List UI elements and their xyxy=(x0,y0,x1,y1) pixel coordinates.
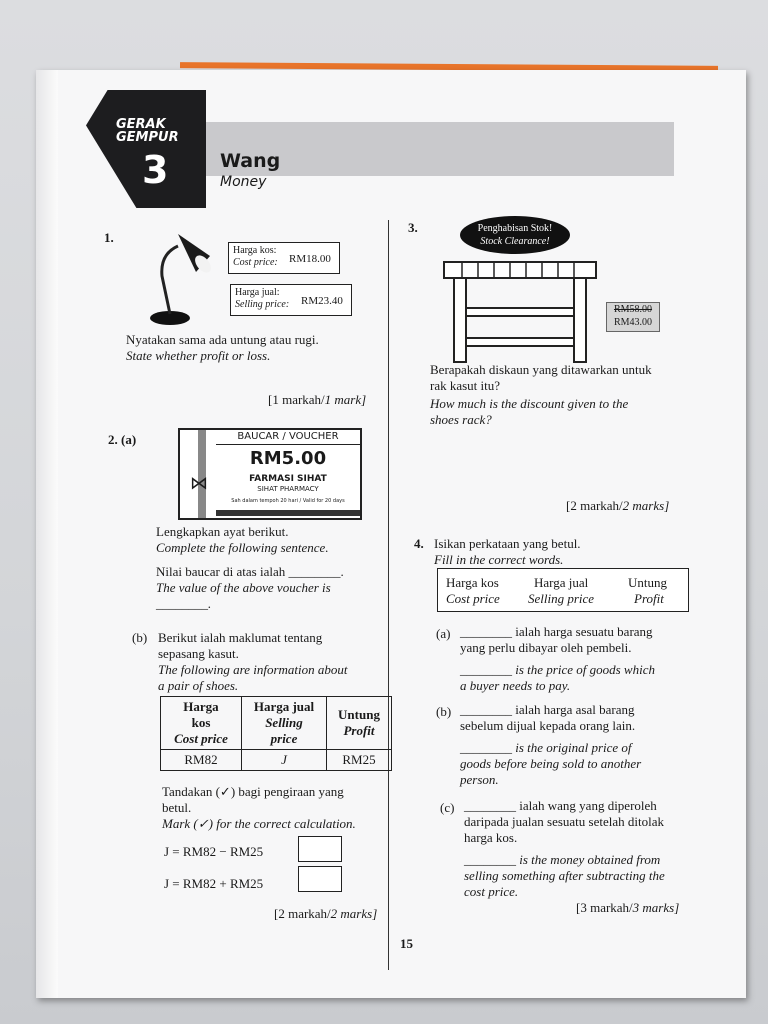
q3-question-ms-1: Berapakah diskaun yang ditawarkan untuk xyxy=(430,362,652,377)
voucher-value: RM5.00 xyxy=(249,448,327,469)
sticker-text-ms: Penghabisan Stok! xyxy=(477,223,553,234)
q2b-text-ms-1: Berikut ialah maklumat tentang xyxy=(158,630,323,645)
column-divider xyxy=(388,220,389,970)
option-1-text: J = RM82 − RM25 xyxy=(164,844,264,859)
voucher-store-en: SIHAT PHARMACY xyxy=(257,485,319,493)
q2b-tick-ms-2: betul. xyxy=(162,800,192,815)
word-cost-ms: Harga kos xyxy=(446,575,499,590)
q2a-instruction-en: Complete the following sentence. xyxy=(156,540,329,555)
q4-marks-ms: [3 markah/ xyxy=(576,900,633,915)
voucher-card xyxy=(178,428,362,520)
chapter-number: 3 xyxy=(142,148,169,192)
sticker-text-en: Stock Clearance! xyxy=(480,236,550,247)
q1-marks xyxy=(268,392,366,408)
q4-number: 4. xyxy=(414,536,424,551)
shoe-rack-icon xyxy=(442,260,598,364)
badge-label xyxy=(116,118,179,144)
cost-value: RM18.00 xyxy=(289,253,331,265)
q4-instruction-ms: Isikan perkataan yang betul. xyxy=(434,536,581,551)
cost-label-ms: Harga kos: xyxy=(233,245,277,256)
q2a-sentence-en-2: ________. xyxy=(156,596,212,611)
q4b-label: (b) xyxy=(436,704,452,719)
q2b-tick-en: Mark (✓) for the correct calculation. xyxy=(162,816,356,831)
q2-marks-en: 2 marks] xyxy=(330,906,378,921)
bow-icon: ⋈ xyxy=(190,473,208,493)
q4c-en-2: selling something after subtracting the xyxy=(464,868,665,883)
new-price: RM43.00 xyxy=(613,317,653,328)
shoe-price-table xyxy=(160,696,392,771)
q4c-ms-1: ________ ialah wang yang diperoleh xyxy=(464,798,657,813)
cost-price-tag xyxy=(228,242,340,274)
desk-lamp-icon xyxy=(148,226,218,326)
cell-selling: J xyxy=(242,750,327,771)
cell-cost: RM82 xyxy=(161,750,242,771)
q3-question-en-2: shoes rack? xyxy=(430,412,492,427)
q4a-label: (a) xyxy=(436,626,451,641)
header-sell-ms: Harga jual xyxy=(253,699,315,714)
option-1-checkbox[interactable] xyxy=(298,836,342,862)
q3-number: 3. xyxy=(408,220,418,235)
stock-clearance-sticker xyxy=(460,216,570,254)
workbook-page xyxy=(36,70,746,998)
header-selling-price xyxy=(242,697,327,750)
q2-number: 2. (a) xyxy=(108,432,137,447)
sell-label-en: Selling price: xyxy=(235,299,290,310)
option-2-text: J = RM82 + RM25 xyxy=(164,876,264,891)
q4a-ms-1: ________ ialah harga sesuatu barang xyxy=(460,624,653,639)
header-profit xyxy=(327,697,392,750)
q2b-text-en-1: The following are information about xyxy=(158,662,348,677)
cell-profit: RM25 xyxy=(327,750,392,771)
option-2-checkbox[interactable] xyxy=(298,866,342,892)
q3-marks-en: 2 marks] xyxy=(622,498,670,513)
header-profit-en: Profit xyxy=(343,723,375,738)
q4a-en-2: a buyer needs to pay. xyxy=(460,678,571,693)
old-price: RM58.00 xyxy=(613,304,653,315)
q4-marks-en: 3 marks] xyxy=(632,900,680,915)
chapter-badge xyxy=(86,90,206,208)
table-header-row xyxy=(161,697,392,750)
q4c-en-1: ________ is the money obtained from xyxy=(464,852,661,867)
q4-marks xyxy=(576,900,679,916)
q3-marks-ms: [2 markah/ xyxy=(566,498,623,513)
chapter-subtitle: Money xyxy=(220,174,267,190)
q2b-label: (b) xyxy=(132,630,148,645)
q1-marks-ms: [1 markah/ xyxy=(268,392,325,407)
sell-value: RM23.40 xyxy=(301,295,343,307)
badge-label-line2: GEMPUR xyxy=(116,130,179,145)
header-cost-ms: Harga xyxy=(183,699,219,714)
voucher-bottom-band xyxy=(216,510,360,516)
word-profit-ms: Untung xyxy=(628,575,667,590)
header-profit-ms: Untung xyxy=(338,707,380,722)
q1-instruction-en: State whether profit or loss. xyxy=(126,348,271,363)
sell-label-ms: Harga jual: xyxy=(235,287,280,298)
word-sell-en: Selling price xyxy=(528,591,595,606)
q2-marks xyxy=(274,906,377,922)
q4b-en-3: person. xyxy=(460,772,499,787)
q2b-tick-ms-1: Tandakan (✓) bagi pengiraan yang xyxy=(162,784,344,799)
q4b-ms-1: ________ ialah harga asal barang xyxy=(460,702,635,717)
voucher-store: FARMASI SIHAT xyxy=(249,474,327,484)
q2a-sentence-ms: Nilai baucar di atas ialah ________. xyxy=(156,564,344,579)
page-number: 15 xyxy=(400,936,413,951)
q4c-en-3: cost price. xyxy=(464,884,519,899)
q2b-text-ms-2: sepasang kasut. xyxy=(158,646,239,661)
q4-instruction-en: Fill in the correct words. xyxy=(434,552,564,567)
q4b-ms-2: sebelum dijual kepada orang lain. xyxy=(460,718,636,733)
table-row xyxy=(161,750,392,771)
selling-price-tag xyxy=(230,284,352,316)
q4c-ms-2: daripada jualan sesuatu setelah ditolak xyxy=(464,814,664,829)
word-sell-ms: Harga jual xyxy=(534,575,589,590)
page-spine xyxy=(36,70,58,998)
header-cost-ms-2: kos xyxy=(191,715,211,730)
price-tag xyxy=(606,302,660,332)
voucher-header: BAUCAR / VOUCHER xyxy=(216,430,360,445)
header-sell-en-2: price xyxy=(270,731,298,746)
cost-label-en: Cost price: xyxy=(233,257,278,268)
q4b-en-2: goods before being sold to another xyxy=(460,756,642,771)
header-cost-en: Cost price xyxy=(174,731,228,746)
q4b-en-1: ________ is the original price of xyxy=(460,740,632,755)
chapter-title: Wang xyxy=(220,150,281,172)
q1-marks-en: 1 mark] xyxy=(324,392,367,407)
q4a-ms-2: yang perlu dibayar oleh pembeli. xyxy=(460,640,632,655)
q4c-label: (c) xyxy=(440,800,455,815)
q1-instruction-ms: Nyatakan sama ada untung atau rugi. xyxy=(126,332,319,347)
word-cost-en: Cost price xyxy=(446,591,500,606)
q4a-en-1: ________ is the price of goods which xyxy=(460,662,655,677)
q2a-sentence-en-1: The value of the above voucher is xyxy=(156,580,331,595)
q2b-text-en-2: a pair of shoes. xyxy=(158,678,239,693)
word-bank xyxy=(437,568,689,612)
q1-number: 1. xyxy=(104,230,114,245)
q2-marks-ms: [2 markah/ xyxy=(274,906,331,921)
header-sell-en: Selling xyxy=(265,715,303,730)
header-cost-price xyxy=(161,697,242,750)
q3-question-en-1: How much is the discount given to the xyxy=(430,396,629,411)
word-profit-en: Profit xyxy=(634,591,664,606)
q2a-instruction-ms: Lengkapkan ayat berikut. xyxy=(156,524,289,539)
voucher-fine-print: Sah dalam tempoh 20 hari / Valid for 20 days xyxy=(231,498,345,504)
badge-label-line1: GERAK xyxy=(116,117,166,132)
q3-question-ms-2: rak kasut itu? xyxy=(430,378,501,393)
q4c-ms-3: harga kos. xyxy=(464,830,518,845)
q3-marks xyxy=(566,498,669,514)
